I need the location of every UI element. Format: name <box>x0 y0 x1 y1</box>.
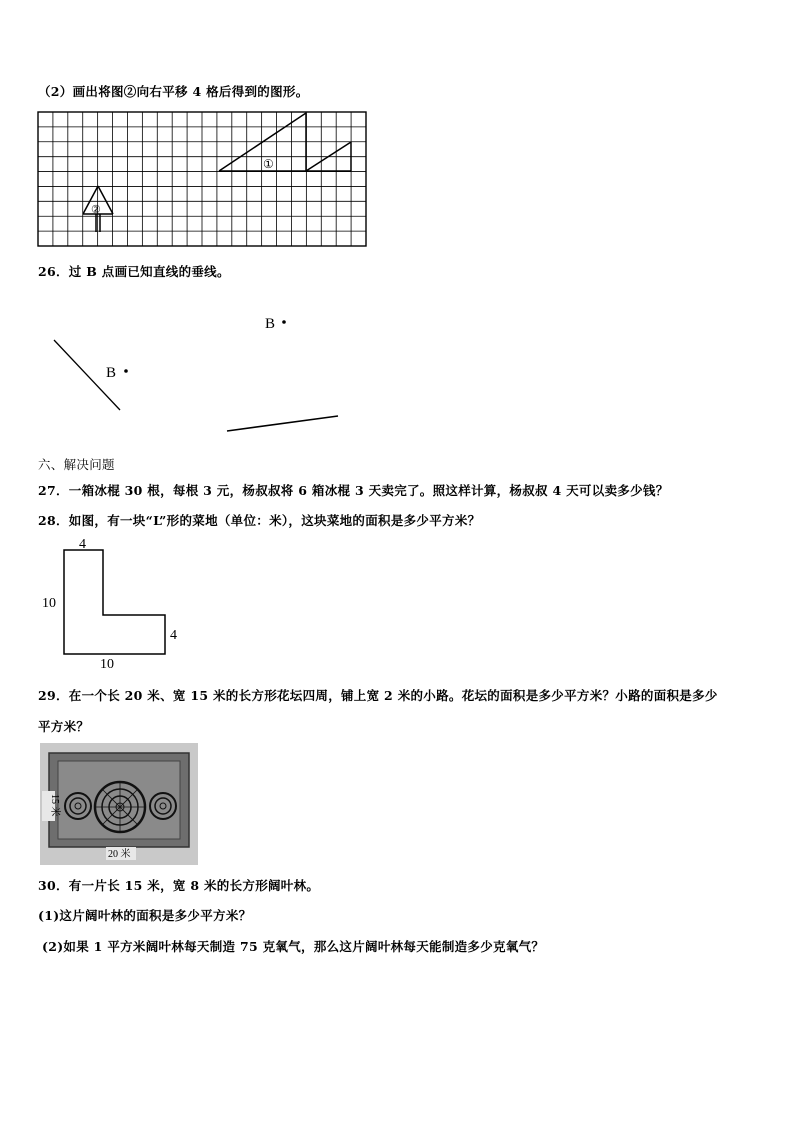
grid-lines <box>38 112 366 246</box>
l-shape-outline <box>64 550 165 654</box>
point-b-1 <box>282 320 286 324</box>
given-line-2 <box>227 416 338 431</box>
q28-text: 28．如图，有一块“L”形的菜地（单位：米），这块菜地的面积是多少平方米？ <box>38 513 481 528</box>
q30-text: 30．有一片长 15 米，宽 8 米的长方形阔叶林。 <box>38 878 320 893</box>
q27-text: 27．一箱冰棍 30 根，每根 3 元，杨叔叔将 6 箱冰棍 3 天卖完了。照这样计算，杨叔叔 4 天可以卖多少钱？ <box>38 483 669 498</box>
section-6-title: 六、解决问题 <box>38 457 115 472</box>
photo-width-label: 20 米 <box>108 849 131 860</box>
q30-sub1: (1)这片阔叶林的面积是多少平方米？ <box>38 908 252 923</box>
grid-figure <box>36 110 370 250</box>
flowerbed-area <box>58 761 180 839</box>
figure-2-label: ② <box>91 204 101 216</box>
l-label-top: 4 <box>79 537 86 552</box>
l-shape-figure <box>36 533 196 673</box>
point-b-label-1: B <box>265 316 276 332</box>
q26-text: 26．过 B 点画已知直线的垂线。 <box>38 264 230 279</box>
circle-center <box>95 782 145 832</box>
l-label-left: 10 <box>42 596 56 611</box>
q30-sub2: (2)如果 1 平方米阔叶林每天制造 75 克氧气，那么这片阔叶林每天能制造多少克氧气？ <box>42 939 545 954</box>
photo-height-label: 15 米 <box>49 794 60 817</box>
perpendicular-figure <box>40 305 360 440</box>
point-b-label-2: B <box>106 365 117 381</box>
point-b-2 <box>124 369 128 373</box>
l-label-right: 4 <box>170 628 177 643</box>
l-label-bottom: 10 <box>100 657 114 672</box>
q29-text-line2: 平方米？ <box>38 719 90 734</box>
flowerbed-photo <box>40 743 198 865</box>
figure-1-label: ① <box>263 157 274 171</box>
q29-text-line1: 29．在一个长 20 米、宽 15 米的长方形花坛四周，铺上宽 2 米的小路。花坛的面积是多少平方米？小路的面积是多少 <box>38 688 718 703</box>
q25-part2-text: （2）画出将图②向右平移 4 格后得到的图形。 <box>38 84 309 99</box>
